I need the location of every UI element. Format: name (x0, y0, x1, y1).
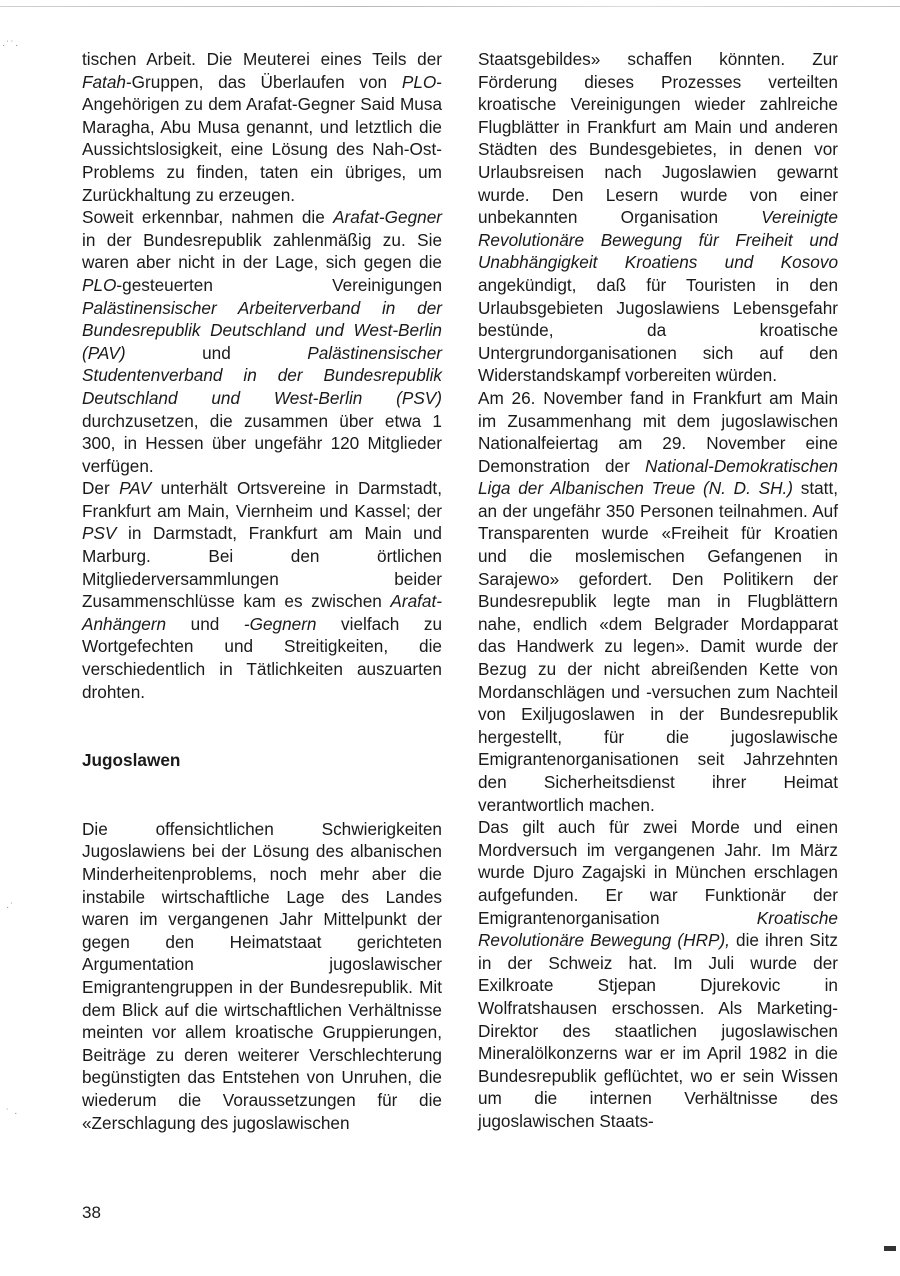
section-heading: Jugoslawen (82, 750, 181, 771)
paragraph (82, 48, 442, 206)
right-text-column (478, 48, 838, 1133)
italic-text-run: PLO (82, 274, 117, 295)
italic-text-run: Arafat-Anhängern (82, 591, 442, 634)
text-run: angekündigt, daß für Touristen in den Urlaubsgebieten Jugoslawiens Lebensgefahr bestünde, da kroatische Untergrundorganisationen sich auf den Widerstandskampf vorbereiten würden. (478, 274, 838, 386)
italic-text-run: Fatah (82, 71, 126, 92)
text-run: tischen Arbeit. Die Meuterei eines Teils der (82, 49, 442, 69)
text-run: unterhält Ortsvereine in Darmstadt, Frankfurt am Main, Viernheim und Kassel; der (82, 478, 442, 521)
italic-text-run: Palästinensischer Arbeiterverband in der Bundesrepublik Deutschland und West-Berlin (PAV) (82, 297, 442, 363)
text-run: und (125, 342, 308, 363)
italic-text-run: National-Demokratischen Liga der Albanischen Treue (N. D. SH.) (478, 455, 838, 499)
paragraph (82, 477, 442, 703)
scan-artifact-mark: ·˙˙· (2, 40, 20, 51)
text-run: die ihren Sitz in der Schweiz hat. Im Juli wurde der Exilkroate Stjepan Djurekovic in Wolfratshausen erschossen. Als Marketing-Direktor des staatlichen jugoslawischen Mineralölkonzerns war er im April 1982 in die Bundesrepublik geflüchtet, wo er sein Wissen um die internen Verhältnisse des jugoslawischen Staats- (478, 930, 838, 1131)
text-run: -Angehörigen zu dem Arafat-Gegner Said Musa Maragha, Abu Musa genannt, und letztlich die Aussichtslosigkeit, eine Lösung des Nah-Ost-Problems zu finden, taten ein übriges, um Zurückhaltung zu erzeugen. (82, 71, 442, 205)
text-run: in Darmstadt, Frankfurt am Main und Marburg. Bei den örtlichen Mitgliederversammlungen beider Zusammenschlüsse kam es zwischen (82, 523, 442, 612)
text-run: statt, an der ungefähr 350 Personen teilnahmen. Auf Transparenten wurde «Freiheit für Kroatien und die moslemischen Gefangenen in Sarajewo» gefordert. Den Politikern der Bundesrepublik legte man in Flugblättern nahe, endlich «dem Belgrader Mordapparat das Handwerk zu legen». Damit wurde der Bezug zu der nicht abreißenden Kette von Mordanschlägen und -versuchen zum Nachteil von Exiljugoslawen in der Bundesrepublik hergestellt, für die jugoslawische Emigrantenorganisationen seit Jahrzehnten den Sicherheitsdienst ihrer Heimat verantwortlich machen. (478, 478, 838, 815)
paragraph (478, 816, 838, 1132)
italic-text-run: -Gegnern (243, 613, 317, 634)
italic-text-run: PLO (401, 71, 437, 92)
left-text-column (82, 48, 442, 1134)
scan-artifact-mark: ˙ · (6, 1108, 19, 1119)
text-run: und (166, 613, 244, 634)
italic-text-run: PSV (82, 523, 117, 544)
page-number: 38 (82, 1203, 101, 1222)
paragraph (82, 818, 442, 1134)
text-run: Der (82, 478, 120, 499)
paragraph (82, 206, 442, 477)
text-run: Am 26. November fand in Frankfurt am Main im Zusammenhang mit dem jugoslawischen Nationalfeiertag am 29. November eine Demonstration der (478, 387, 838, 476)
text-run: Staatsgebildes» schaffen könnten. Zur Förderung dieses Prozesses verteilten kroatische Vereinigungen wieder zahlreiche Flugblätter in Frankfurt am Main und anderen Städten des Bundesgebietes, in denen vor Urlaubsreisen nach Jugoslawien gewarnt wurde. Den Lesern wurde von einer unbekannten Organisation (478, 49, 838, 228)
italic-text-run: Vereinigte Revolutionäre Bewegung für Freiheit und Unabhängigkeit Kroatiens und Kosovo (478, 207, 838, 273)
italic-text-run: Kroatische Revolutionäre Bewegung (HRP), (478, 907, 838, 951)
italic-text-run: PAV (119, 478, 152, 499)
text-run: -gesteuerten Vereinigungen (116, 274, 442, 295)
text-run: Das gilt auch für zwei Morde und einen Mordversuch im vergangenen Jahr. Im März wurde Djuro Zagajski in München erschlagen aufgefunden. Er war Funktionär der Emigrantenorganisation (478, 817, 838, 928)
text-run: Soweit erkennbar, nahmen die (82, 207, 334, 228)
text-run: in der Bundesrepublik zahlenmäßig zu. Sie waren aber nicht in der Lage, sich gegen die (82, 229, 442, 273)
scan-artifact-mark: ·˙ (6, 902, 15, 913)
text-run: durchzusetzen, die zusammen über etwa 1 300, in Hessen über ungefähr 120 Mitglieder verfügen. (82, 410, 442, 476)
text-run: -Gruppen, das Überlaufen von (125, 71, 402, 92)
italic-text-run: Palästinensischer Studentenverband in der Bundesrepublik Deutschland und West-Berlin (PSV) (82, 342, 442, 408)
text-run: Die offensichtlichen Schwierigkeiten Jugoslawiens bei der Lösung des albanischen Minderheitenproblems, noch mehr aber die instabile wirtschaftliche Lage des Landes waren im vergangenen Jahr Mittelpunkt der gegen den Heimatstaat gerichteten Argumentation jugoslawischer Emigrantengruppen in der Bundesrepublik. Mit dem Blick auf die wirtschaftlichen Verhältnisse meinten vor allem kroatische Gruppierungen, Beiträge zu deren weiterer Verschlechterung begünstigten das Entstehen von Unruhen, die wiederum die Voraussetzungen für die «Zerschlagung des jugoslawischen (82, 818, 442, 1133)
top-scan-rule (0, 6, 900, 7)
scan-corner-mark (884, 1246, 896, 1251)
paragraph (478, 48, 838, 387)
text-run: vielfach zu Wortgefechten und Streitigkeiten, die verschiedentlich in Tätlichkeiten auszuarten drohten. (82, 613, 443, 702)
italic-text-run: Arafat-Gegner (333, 207, 442, 228)
paragraph (478, 387, 838, 816)
